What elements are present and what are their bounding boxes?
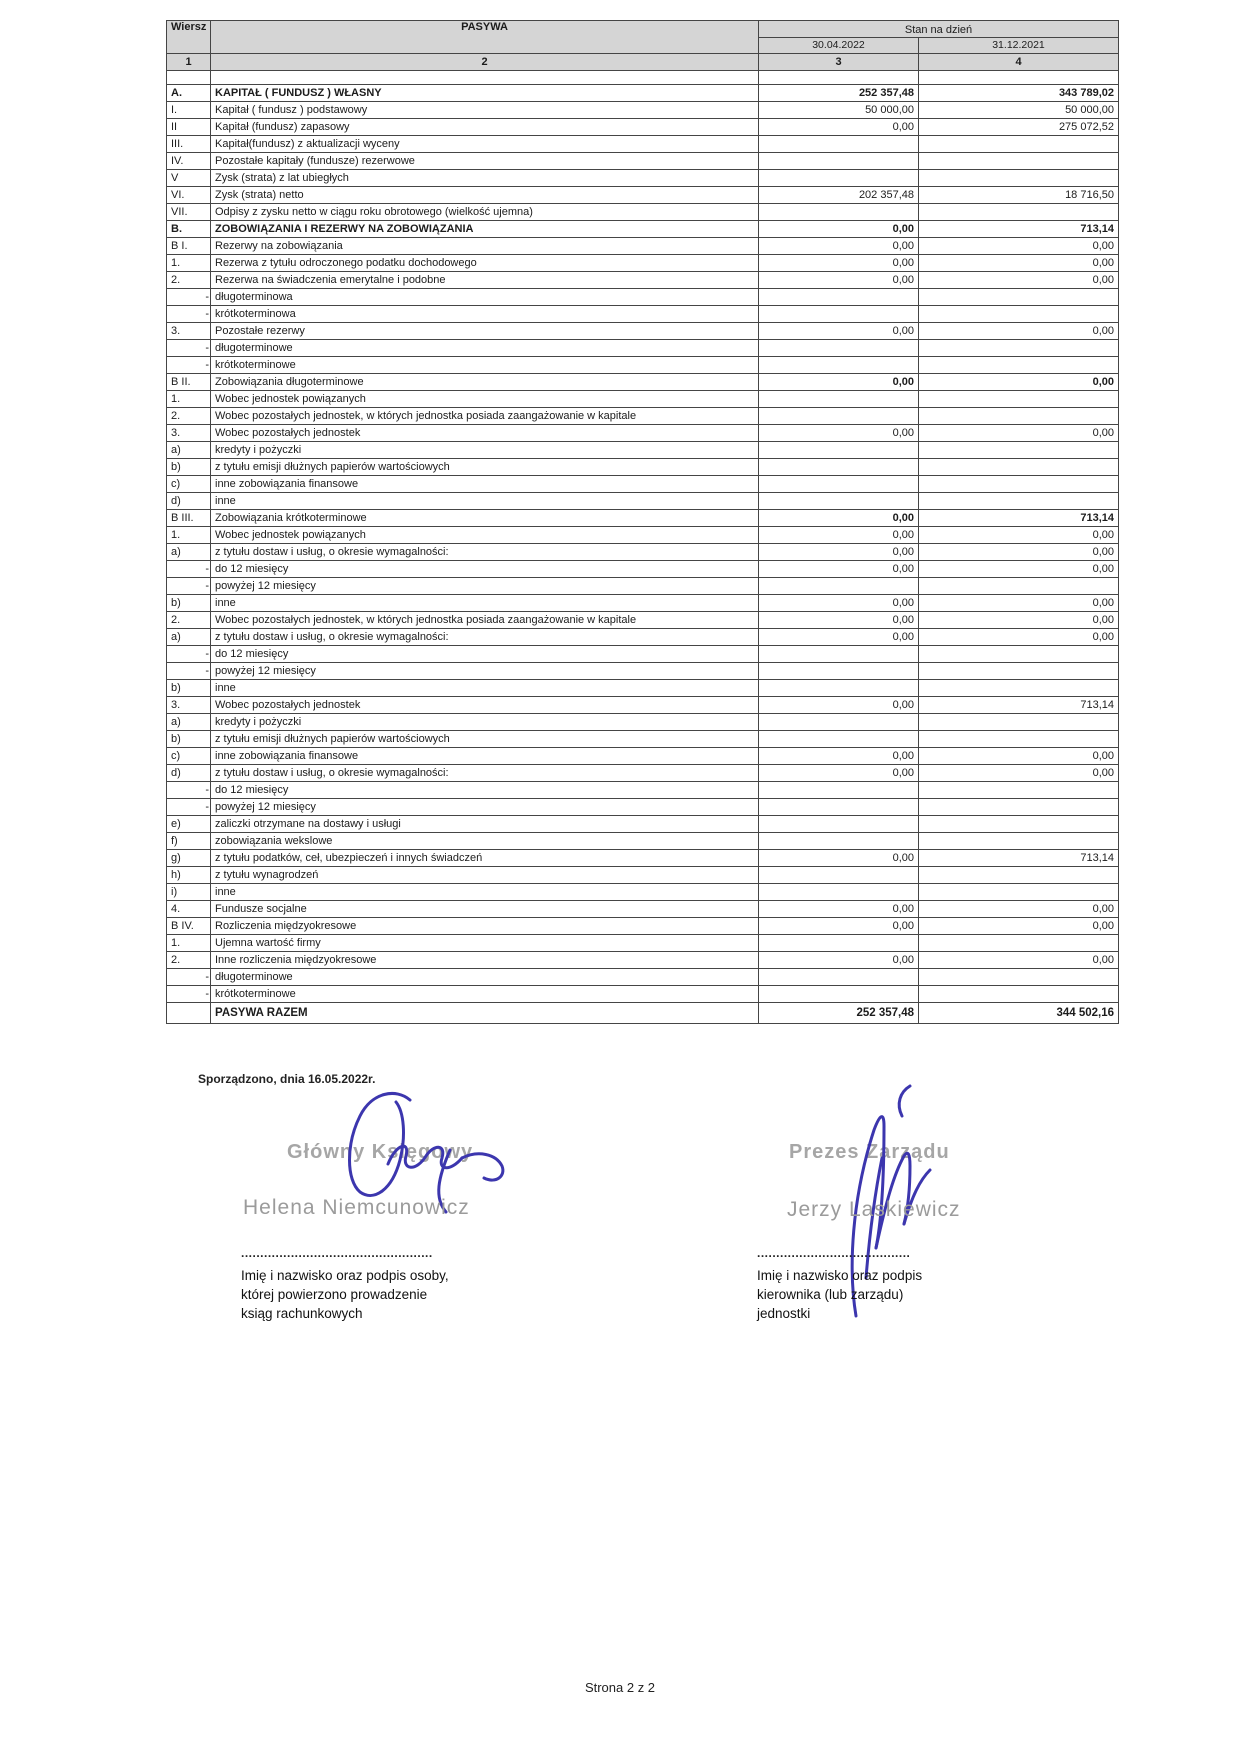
table-row: B III. Zobowiązania krótkoterminowe 0,00 713,14	[167, 510, 1119, 527]
table-row: 1. Wobec jednostek powiązanych 0,00 0,00	[167, 527, 1119, 544]
caption-line: ksiąg rachunkowych	[241, 1306, 363, 1321]
table-row: c) inne zobowiązania finansowe	[167, 476, 1119, 493]
table-row: a) kredyty i pożyczki	[167, 442, 1119, 459]
table-row: V Zysk (strata) z lat ubiegłych	[167, 170, 1119, 187]
table-row: b) inne	[167, 680, 1119, 697]
right-signature-caption	[757, 1266, 922, 1323]
header-row-titles	[167, 21, 1119, 38]
table-row: a) kredyty i pożyczki	[167, 714, 1119, 731]
prepared-note: Sporządzono, dnia 16.05.2022r.	[198, 1072, 376, 1086]
header-row-numbers	[167, 54, 1119, 71]
header-num-2: 2	[211, 54, 759, 71]
header-stan-na-dzien: Stan na dzień	[759, 21, 1119, 38]
table-row: II Kapitał (fundusz) zapasowy 0,00 275 072,52	[167, 119, 1119, 136]
table-row: b) inne 0,00 0,00	[167, 595, 1119, 612]
table-row: 1. Wobec jednostek powiązanych	[167, 391, 1119, 408]
table-row: b) z tytułu emisji dłużnych papierów wartościowych	[167, 459, 1119, 476]
table-row: III. Kapitał(fundusz) z aktualizacji wyceny	[167, 136, 1119, 153]
table-row: 3. Wobec pozostałych jednostek 0,00 713,14	[167, 697, 1119, 714]
page-number: Strona 2 z 2	[584, 1680, 656, 1695]
table-row: e) zaliczki otrzymane na dostawy i usługi	[167, 816, 1119, 833]
balance-table-body	[167, 85, 1119, 1024]
header-num-3: 3	[759, 54, 919, 71]
spacer-row	[167, 71, 1119, 85]
table-row: 3. Wobec pozostałych jednostek 0,00 0,00	[167, 425, 1119, 442]
caption-line: której powierzono prowadzenie	[241, 1287, 428, 1302]
table-row: - krótkoterminowa	[167, 306, 1119, 323]
table-row: a) z tytułu dostaw i usług, o okresie wymagalności: 0,00 0,00	[167, 629, 1119, 646]
table-row: - krótkoterminowe	[167, 357, 1119, 374]
left-dotted-line: ..................................................	[241, 1246, 433, 1260]
table-row: a) z tytułu dostaw i usług, o okresie wymagalności: 0,00 0,00	[167, 544, 1119, 561]
table-row: - długoterminowa	[167, 289, 1119, 306]
table-row: 2. Inne rozliczenia międzyokresowe 0,00 0,00	[167, 952, 1119, 969]
table-row: - krótkoterminowe	[167, 986, 1119, 1003]
table-row: 1. Rezerwa z tytułu odroczonego podatku dochodowego 0,00 0,00	[167, 255, 1119, 272]
table-row: 2. Wobec pozostałych jednostek, w których jednostka posiada zaangażowanie w kapitale	[167, 408, 1119, 425]
caption-line: Imię i nazwisko oraz podpis osoby,	[241, 1268, 449, 1283]
table-row: B II. Zobowiązania długoterminowe 0,00 0,00	[167, 374, 1119, 391]
caption-line: Imię i nazwisko oraz podpis	[757, 1268, 923, 1283]
header-pasywa: PASYWA	[211, 21, 759, 54]
table-row: - do 12 miesięcy	[167, 646, 1119, 663]
table-row: - do 12 miesięcy	[167, 782, 1119, 799]
table-row: 2. Rezerwa na świadczenia emerytalne i podobne 0,00 0,00	[167, 272, 1119, 289]
table-row: B I. Rezerwy na zobowiązania 0,00 0,00	[167, 238, 1119, 255]
table-header	[167, 21, 1119, 85]
table-row: 4. Fundusze socjalne 0,00 0,00	[167, 901, 1119, 918]
table-row: 1. Ujemna wartość firmy	[167, 935, 1119, 952]
right-dotted-line: ........................................	[757, 1246, 911, 1260]
table-row: B. ZOBOWIĄZANIA I REZERWY NA ZOBOWIĄZANIA 0,00 713,14	[167, 221, 1119, 238]
table-row: d) inne	[167, 493, 1119, 510]
left-stamp-role: Główny Księgowy	[287, 1141, 474, 1163]
table-row: - powyżej 12 miesięcy	[167, 663, 1119, 680]
table-row: VI. Zysk (strata) netto 202 357,48 18 716,50	[167, 187, 1119, 204]
header-date-col4: 31.12.2021	[919, 38, 1119, 54]
table-row: I. Kapitał ( fundusz ) podstawowy 50 000,00 50 000,00	[167, 102, 1119, 119]
table-row: f) zobowiązania wekslowe	[167, 833, 1119, 850]
left-signature-caption	[241, 1266, 449, 1323]
table-row: 3. Pozostałe rezerwy 0,00 0,00	[167, 323, 1119, 340]
table-row: h) z tytułu wynagrodzeń	[167, 867, 1119, 884]
table-row: 2. Wobec pozostałych jednostek, w których jednostka posiada zaangażowanie w kapitale 0,00 0,00	[167, 612, 1119, 629]
pasywa-table	[166, 20, 1119, 1024]
table-row: c) inne zobowiązania finansowe 0,00 0,00	[167, 748, 1119, 765]
table-row: - długoterminowe	[167, 340, 1119, 357]
table-row: - długoterminowe	[167, 969, 1119, 986]
header-date-col3: 30.04.2022	[759, 38, 919, 54]
table-row: b) z tytułu emisji dłużnych papierów wartościowych	[167, 731, 1119, 748]
table-row: PASYWA RAZEM 252 357,48 344 502,16	[167, 1003, 1119, 1024]
left-stamp-name: Helena Niemcunowicz	[243, 1196, 470, 1219]
table-row: d) z tytułu dostaw i usług, o okresie wymagalności: 0,00 0,00	[167, 765, 1119, 782]
table-row: IV. Pozostałe kapitały (fundusze) rezerwowe	[167, 153, 1119, 170]
table-row: - powyżej 12 miesięcy	[167, 578, 1119, 595]
right-stamp-role: Prezes Zarządu	[789, 1141, 950, 1163]
header-num-1: 1	[167, 54, 211, 71]
table-row: g) z tytułu podatków, ceł, ubezpieczeń i innych świadczeń 0,00 713,14	[167, 850, 1119, 867]
header-num-4: 4	[919, 54, 1119, 71]
table-row: VII. Odpisy z zysku netto w ciągu roku obrotowego (wielkość ujemna)	[167, 204, 1119, 221]
caption-line: jednostki	[757, 1306, 811, 1321]
table-row: - powyżej 12 miesięcy	[167, 799, 1119, 816]
table-row: B IV. Rozliczenia międzyokresowe 0,00 0,00	[167, 918, 1119, 935]
table-row: i) inne	[167, 884, 1119, 901]
table-row: A. KAPITAŁ ( FUNDUSZ ) WŁASNY 252 357,48 343 789,02	[167, 85, 1119, 102]
table-row: - do 12 miesięcy 0,00 0,00	[167, 561, 1119, 578]
right-stamp-name: Jerzy Laskiewicz	[787, 1198, 961, 1221]
caption-line: kierownika (lub zarządu)	[757, 1287, 904, 1302]
header-wiersz: Wiersz	[167, 21, 211, 54]
